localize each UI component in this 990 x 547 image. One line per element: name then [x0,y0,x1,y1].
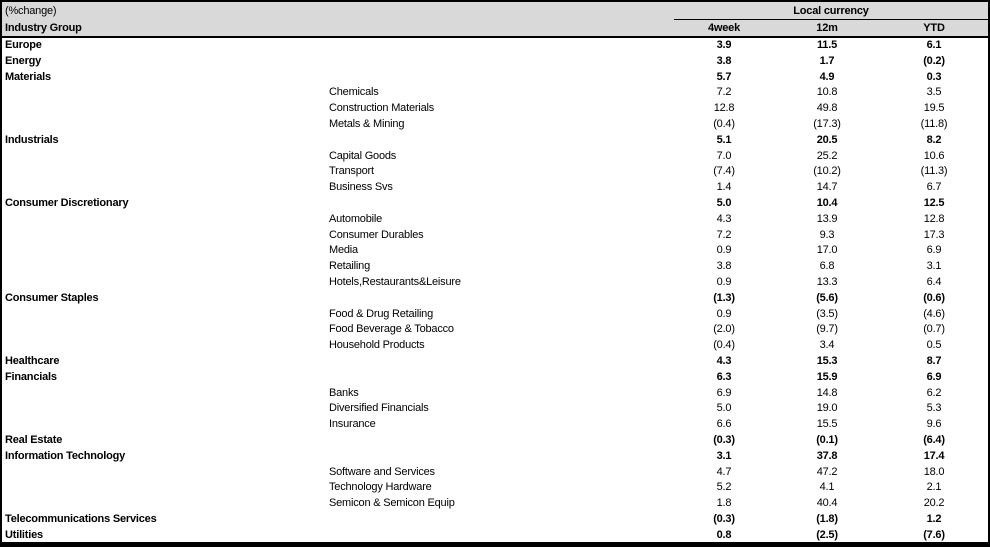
value-ytd: 18.0 [923,465,945,478]
value-ytd: (7.6) [923,528,945,541]
value-4week: 12.8 [713,102,735,115]
table-row [2,307,988,323]
table-row [2,228,988,244]
group-label: Industrials [5,133,59,146]
sub-industry-label [327,133,674,149]
table-row [2,54,988,70]
percent-change-label: (%change) [2,2,674,20]
value-4week: 7.2 [716,228,732,241]
sub-industry-label: Construction Materials [329,102,435,115]
value-12m: 37.8 [816,449,838,462]
value-4week: (1.3) [713,291,735,304]
group-label [2,401,327,417]
table-row [2,386,988,402]
sub-industry-label: Media [329,244,358,257]
value-4week: 5.7 [716,70,732,83]
value-ytd: 1.2 [926,512,942,525]
value-4week: 6.6 [716,418,732,431]
sub-industry-label: Business Svs [329,181,393,194]
value-ytd: 0.3 [926,70,942,83]
table-row [2,465,988,481]
sub-industry-label [327,291,674,307]
sub-industry-label [327,512,674,528]
table-row [2,37,988,54]
value-4week: 1.8 [716,497,732,510]
value-12m: 14.7 [816,181,838,194]
value-4week: 4.7 [716,465,732,478]
sub-industry-label: Software and Services [329,465,435,478]
value-ytd: 6.7 [926,181,942,194]
group-label [2,275,327,291]
value-4week: 7.2 [716,86,732,99]
value-12m: 15.9 [816,370,838,383]
table-row [2,259,988,275]
sub-industry-label: Transport [329,165,374,178]
value-12m: (0.1) [816,433,838,446]
sub-industry-label: Automobile [329,212,383,225]
value-4week: 1.4 [716,181,732,194]
table-row [2,149,988,165]
value-4week: 5.0 [716,196,732,209]
value-12m: (2.5) [816,528,838,541]
group-label [2,386,327,402]
sub-industry-label: Household Products [329,339,425,352]
group-label [2,338,327,354]
value-ytd: 6.1 [926,39,942,51]
group-label [2,322,327,338]
column-header-ytd: YTD [880,20,988,38]
table-row [2,133,988,149]
table-row [2,417,988,433]
sub-industry-label [327,70,674,86]
group-label: Healthcare [5,354,60,367]
sub-industry-label: Semicon & Semicon Equip [329,497,455,510]
group-label [2,212,327,228]
value-ytd: 0.5 [926,339,942,352]
value-ytd: (11.8) [920,117,948,130]
table-row [2,338,988,354]
value-ytd: 10.6 [923,149,945,162]
sub-industry-label: Food & Drug Retailing [329,307,434,320]
table-row [2,291,988,307]
value-4week: 0.8 [716,528,732,541]
value-4week: 4.3 [716,212,732,225]
sub-industry-label: Food Beverage & Tobacco [329,323,454,336]
group-label [2,307,327,323]
data-table [2,2,988,544]
table-row [2,449,988,465]
sub-industry-label: Metals & Mining [329,117,405,130]
value-4week: 0.9 [716,244,732,257]
sub-industry-label [327,354,674,370]
group-label: Consumer Discretionary [5,196,129,209]
column-header-4week: 4week [674,20,774,38]
group-label: Real Estate [5,433,63,446]
value-ytd: 20.2 [923,497,945,510]
value-4week: (0.3) [713,512,735,525]
sub-industry-label [327,196,674,212]
value-12m: 3.4 [819,339,835,352]
value-12m: (17.3) [813,117,841,130]
value-ytd: 6.2 [926,386,942,399]
table-row [2,70,988,86]
sub-industry-label: Banks [329,386,359,399]
value-ytd: 17.3 [923,228,945,241]
sub-industry-label: Diversified Financials [329,402,429,415]
table-row [2,180,988,196]
sub-industry-label: Technology Hardware [329,481,432,494]
value-4week: 3.8 [716,54,732,67]
group-label: Financials [5,370,57,383]
table-row [2,275,988,291]
value-ytd: 6.9 [926,244,942,257]
group-label: Telecommunications Services [5,512,157,525]
value-12m: 11.5 [816,39,837,51]
value-12m: (5.6) [816,291,838,304]
table-header [2,2,988,37]
value-12m: 1.7 [819,54,835,67]
group-label [2,101,327,117]
value-4week: (0.3) [713,433,735,446]
table-row [2,401,988,417]
value-12m: 19.0 [816,402,838,415]
group-label: Energy [5,54,42,67]
value-ytd: 3.1 [926,260,942,273]
value-4week: 3.8 [716,260,732,273]
group-label [2,496,327,512]
group-label [2,164,327,180]
table-row [2,370,988,386]
sub-industry-label [327,433,674,449]
table-row [2,322,988,338]
value-4week: (2.0) [713,323,735,336]
value-ytd: 6.9 [926,370,942,383]
table-row [2,85,988,101]
header-row-columns [2,20,988,38]
group-label [2,180,327,196]
industry-group-header: Industry Group [2,20,674,38]
value-ytd: (4.6) [923,307,945,320]
table-row [2,212,988,228]
value-4week: 3.1 [716,449,732,462]
header-row-top [2,2,988,20]
value-4week: 0.9 [716,275,732,288]
value-4week: (0.4) [713,339,735,352]
sub-industry-label: Consumer Durables [329,228,424,241]
group-label [2,243,327,259]
value-12m: 40.4 [816,497,838,510]
value-ytd: 5.3 [926,402,942,415]
value-ytd: 12.5 [923,196,945,209]
value-ytd: 12.8 [923,212,945,225]
value-ytd: 2.1 [926,481,942,494]
table-row [2,528,988,544]
sub-industry-label [327,54,674,70]
value-4week: 5.0 [716,402,732,415]
sub-industry-label: Hotels,Restaurants&Leisure [329,275,461,288]
value-ytd: (11.3) [920,165,948,178]
value-12m: 25.2 [816,149,838,162]
value-12m: 14.8 [816,386,838,399]
value-4week: (0.4) [713,117,735,130]
value-4week: 6.3 [716,370,732,383]
table-row [2,101,988,117]
value-12m: 49.8 [816,102,838,115]
table-row [2,354,988,370]
group-label [2,85,327,101]
sub-industry-label: Chemicals [329,86,379,99]
value-12m: 4.9 [819,70,835,83]
table-row [2,512,988,528]
value-12m: 15.5 [816,418,838,431]
value-12m: 17.0 [816,244,838,257]
value-12m: (3.5) [816,307,838,320]
value-ytd: 6.4 [926,275,942,288]
group-label: Utilities [5,528,43,541]
group-label [2,117,327,133]
sub-industry-label: Capital Goods [329,149,397,162]
value-12m: 10.4 [816,196,838,209]
group-label [2,480,327,496]
table-row [2,480,988,496]
sub-industry-label [327,370,674,386]
group-label: Information Technology [5,449,126,462]
value-ytd: 8.2 [926,133,942,146]
value-12m: 13.9 [816,212,838,225]
group-label [2,259,327,275]
value-4week: 0.9 [716,307,732,320]
sub-industry-label: Insurance [329,418,376,431]
value-4week: 4.3 [716,354,732,367]
value-12m: (9.7) [816,323,838,336]
value-ytd: 8.7 [926,354,942,367]
table-row [2,164,988,180]
value-4week: 5.1 [716,133,732,146]
value-12m: 20.5 [816,133,838,146]
value-ytd: 3.5 [926,86,942,99]
value-4week: 6.9 [716,386,732,399]
table-row [2,433,988,449]
value-4week: 7.0 [716,149,732,162]
group-label [2,228,327,244]
value-ytd: (6.4) [923,433,945,446]
group-label: Materials [5,70,51,83]
value-12m: (10.2) [813,165,841,178]
sub-industry-label [327,449,674,465]
group-label: Consumer Staples [5,291,99,304]
group-label [2,465,327,481]
value-12m: 6.8 [819,260,835,273]
value-12m: 47.2 [816,465,838,478]
value-4week: 5.2 [716,481,732,494]
value-ytd: 19.5 [923,102,945,115]
value-4week: 3.9 [716,39,732,51]
value-4week: (7.4) [713,165,735,178]
value-ytd: (0.2) [923,54,945,67]
value-12m: 13.3 [816,275,838,288]
value-12m: 9.3 [819,228,835,241]
group-label: Europe [5,39,42,51]
table-row [2,196,988,212]
table-row [2,117,988,133]
value-12m: (1.8) [816,512,838,525]
sub-industry-label [327,37,674,54]
value-12m: 15.3 [816,354,838,367]
table-row [2,243,988,259]
value-ytd: (0.6) [923,291,945,304]
sub-industry-label: Retailing [329,260,371,273]
table-body [2,37,988,544]
group-label [2,417,327,433]
currency-group-header: Local currency [674,2,988,20]
group-label [2,149,327,165]
value-12m: 10.8 [816,86,838,99]
value-12m: 4.1 [819,481,835,494]
column-header-12m: 12m [774,20,880,38]
table-row [2,496,988,512]
value-ytd: 17.4 [923,449,945,462]
value-ytd: (0.7) [923,323,945,336]
sub-industry-label [327,528,674,544]
value-ytd: 9.6 [926,418,942,431]
